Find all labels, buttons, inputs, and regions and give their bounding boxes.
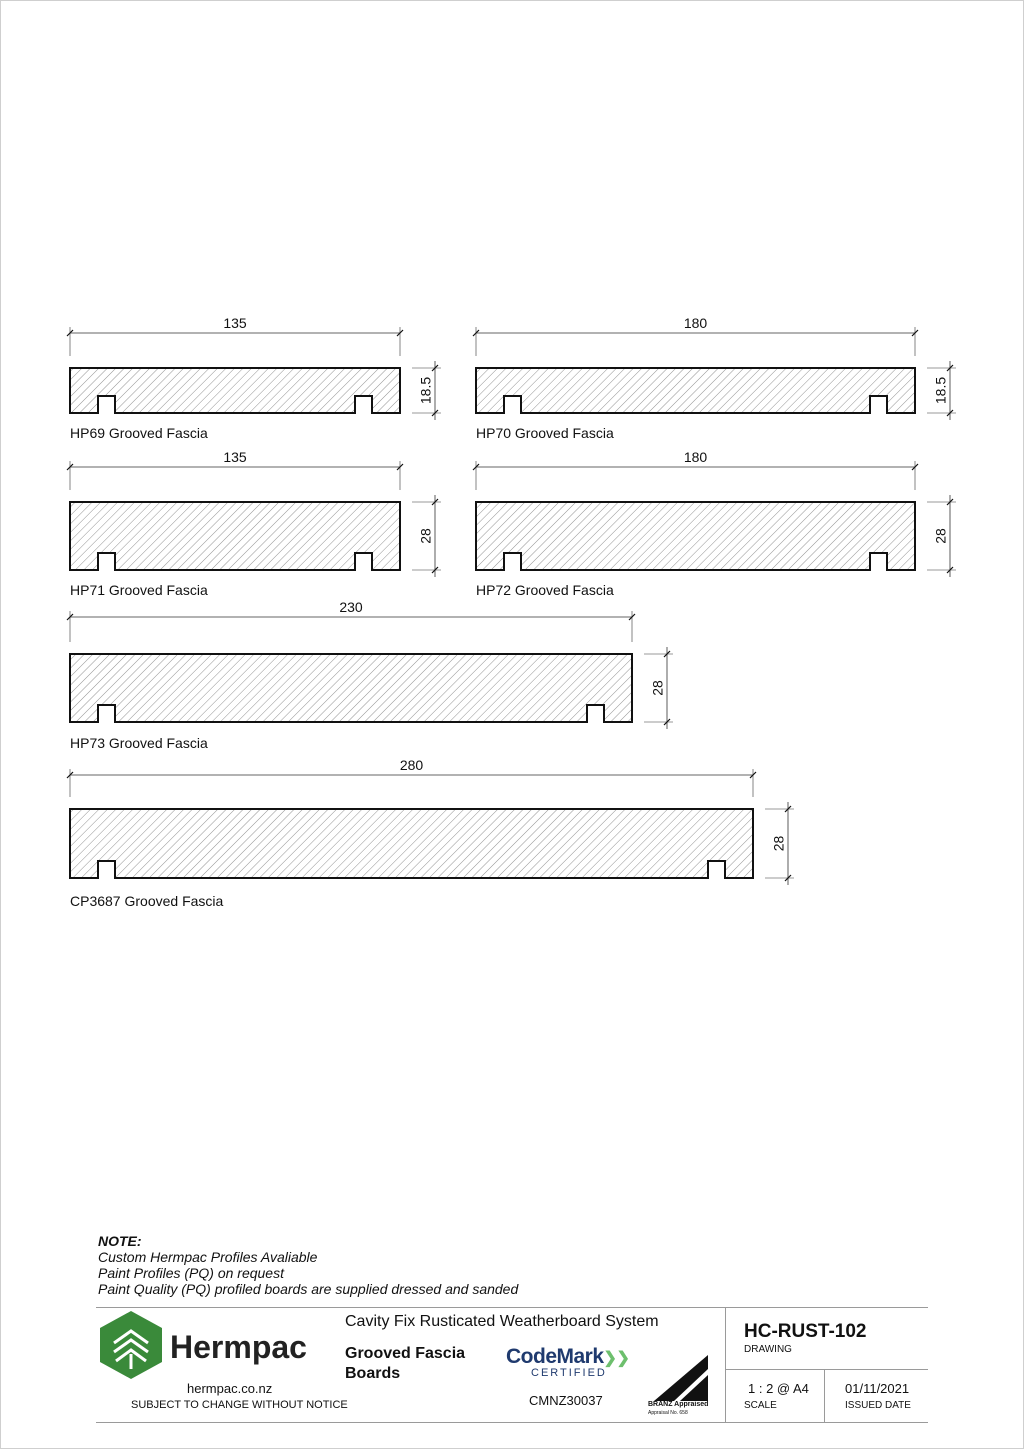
system-name: Cavity Fix Rusticated Weatherboard System <box>345 1313 659 1330</box>
height-dimension-text: 28 <box>932 528 949 544</box>
branz-logo-icon <box>650 1355 710 1405</box>
hermpac-logo-icon <box>98 1309 164 1381</box>
note-title: NOTE: <box>98 1233 142 1249</box>
profile-4 <box>473 449 956 598</box>
profile-section <box>476 368 915 413</box>
drawing-title-line1: Grooved Fascia <box>345 1345 466 1362</box>
profile-section <box>70 368 400 413</box>
codemark-chevron-icon: ❯❯ <box>603 1350 630 1367</box>
height-dimension-text: 28 <box>417 528 434 544</box>
width-dimension-text: 230 <box>339 599 363 615</box>
scale-value: 1 : 2 @ A4 <box>748 1381 809 1396</box>
profile-label: HP72 Grooved Fascia <box>476 582 614 598</box>
company-website: hermpac.co.nz <box>187 1381 273 1396</box>
height-dimension-text: 28 <box>649 680 666 696</box>
note-block <box>98 1233 518 1297</box>
note-line-1: Custom Hermpac Profiles Avaliable <box>98 1249 318 1265</box>
title-block <box>96 1307 928 1423</box>
width-dimension-text: 135 <box>223 449 247 465</box>
width-dimension-text: 180 <box>683 315 708 331</box>
width-dimension-text: 135 <box>223 315 247 331</box>
profile-section <box>70 502 400 570</box>
profile-section <box>70 809 753 878</box>
drawing-title-line2: Boards <box>345 1365 401 1382</box>
note-line-2: Paint Profiles (PQ) on request <box>98 1265 284 1281</box>
branz-label: BRANZ Appraised <box>648 1401 709 1408</box>
profile-label: HP69 Grooved Fascia <box>70 425 208 441</box>
profile-2 <box>473 315 956 441</box>
codemark-logo <box>506 1345 629 1369</box>
scale-label: SCALE <box>744 1400 777 1411</box>
codemark-number: CMNZ30037 <box>529 1393 603 1408</box>
width-dimension-text: 180 <box>683 449 708 465</box>
profile-label: HP70 Grooved Fascia <box>476 425 614 441</box>
profile-label: HP71 Grooved Fascia <box>70 582 208 598</box>
profile-label: CP3687 Grooved Fascia <box>70 893 224 909</box>
profile-label: HP73 Grooved Fascia <box>70 735 208 751</box>
codemark-wordmark: CodeMark <box>506 1345 604 1368</box>
height-dimension-text: 18.5 <box>417 376 434 405</box>
profile-section <box>70 654 632 722</box>
height-dimension-text: 18.5 <box>932 376 949 405</box>
width-dimension-text: 280 <box>399 757 424 773</box>
issued-date-label: ISSUED DATE <box>845 1400 911 1411</box>
company-name: Hermpac <box>170 1329 307 1365</box>
profile-5 <box>67 599 673 751</box>
drawing-label: DRAWING <box>744 1344 792 1355</box>
profile-6 <box>67 757 794 909</box>
profile-1 <box>67 315 441 441</box>
height-dimension-text: 28 <box>770 835 787 852</box>
disclaimer: SUBJECT TO CHANGE WITHOUT NOTICE <box>131 1399 348 1411</box>
profile-3 <box>67 449 441 598</box>
issued-date: 01/11/2021 <box>845 1381 910 1396</box>
note-line-3: Paint Quality (PQ) profiled boards are supplied dressed and sanded <box>98 1281 519 1297</box>
profile-section <box>476 502 915 570</box>
codemark-certified: CERTIFIED <box>531 1367 607 1379</box>
drawing-number: HC-RUST-102 <box>744 1321 867 1342</box>
branz-number: Appraisal No. 658 <box>648 1410 688 1416</box>
